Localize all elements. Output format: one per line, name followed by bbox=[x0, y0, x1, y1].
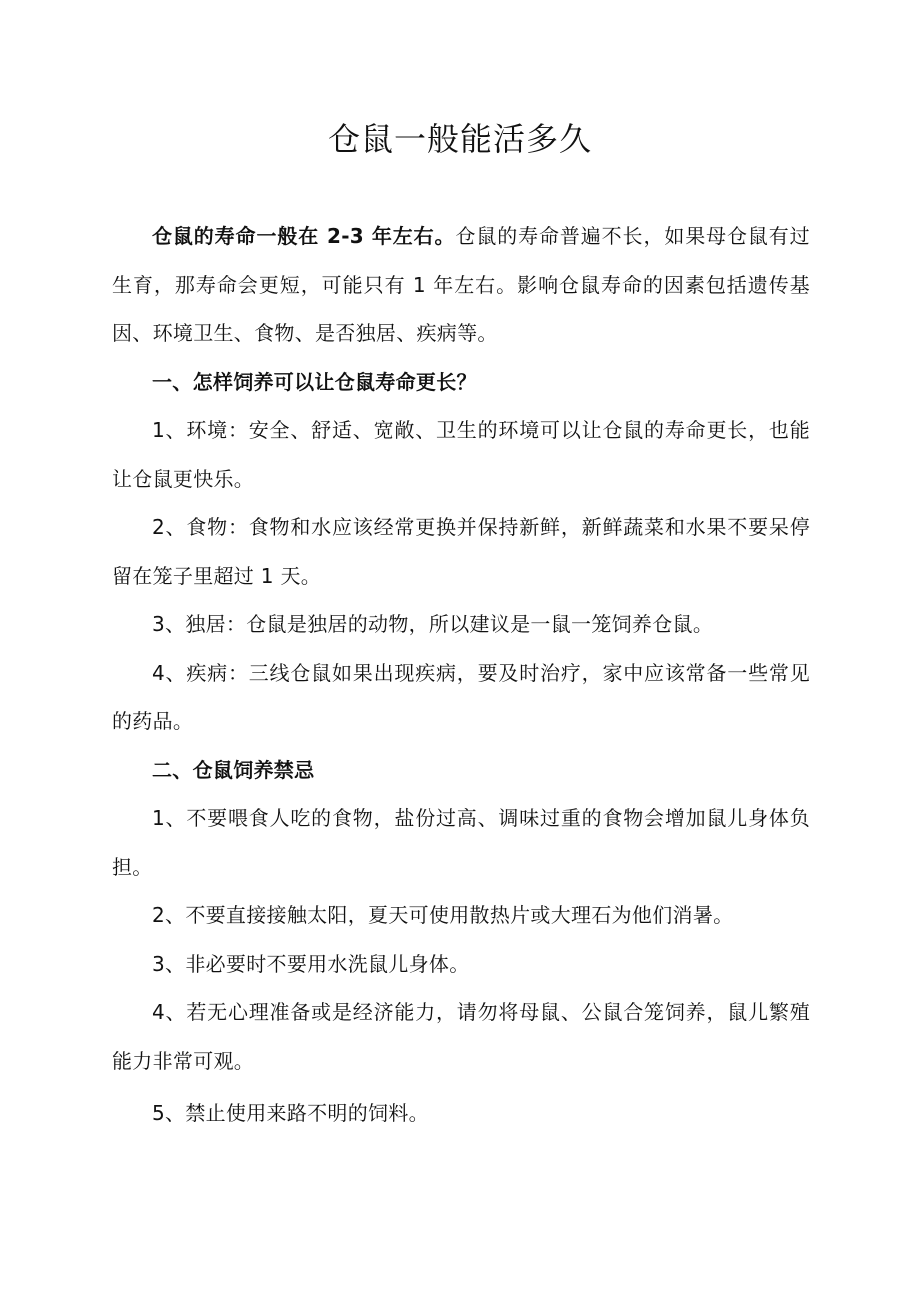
section-1-item-1: 1、环境：安全、舒适、宽敞、卫生的环境可以让仓鼠的寿命更长，也能让仓鼠更快乐。 bbox=[112, 418, 810, 491]
section-2-item-4: 4、若无心理准备或是经济能力，请勿将母鼠、公鼠合笼饲养，鼠儿繁殖能力非常可观。 bbox=[112, 1000, 810, 1073]
section-1-item-4: 4、疾病：三线仓鼠如果出现疾病，要及时治疗，家中应该常备一些常见的药品。 bbox=[112, 660, 810, 733]
section-2-item-3: 3、非必要时不要用水洗鼠儿身体。 bbox=[152, 951, 470, 976]
section-1-heading: 一、怎样饲养可以让仓鼠寿命更长？ bbox=[152, 369, 477, 394]
section-2-item-5: 5、禁止使用来路不明的饲料。 bbox=[152, 1101, 429, 1125]
intro-paragraph bbox=[112, 212, 810, 358]
section-1-item-3: 3、独居：仓鼠是独居的动物，所以建议是一鼠一笼饲养仓鼠。 bbox=[152, 612, 714, 636]
intro-text: 仓鼠的寿命普遍不长，如果母仓鼠有过生育，那寿命会更短，可能只有 1 年左右。影响仓鼠寿命的因素包括遗传基因、环境卫生、食物、是否独居、疾病等。 bbox=[112, 224, 810, 345]
page-title: 仓鼠一般能活多久 bbox=[327, 120, 592, 158]
section-2-item-2: 2、不要直接接触太阳，夏天可使用散热片或大理石为他们消暑。 bbox=[152, 903, 734, 927]
section-2-item-1: 1、不要喂食人吃的食物，盐份过高、调味过重的食物会增加鼠儿身体负担。 bbox=[112, 806, 810, 879]
intro-lead: 仓鼠的寿命一般在 2-3 年左右。 bbox=[152, 224, 456, 248]
document-body bbox=[112, 212, 810, 1138]
section-2-heading: 二、仓鼠饲养禁忌 bbox=[152, 757, 315, 782]
section-1-item-2: 2、食物：食物和水应该经常更换并保持新鲜，新鲜蔬菜和水果不要呆停留在笼子里超过 1 天。 bbox=[112, 515, 810, 588]
